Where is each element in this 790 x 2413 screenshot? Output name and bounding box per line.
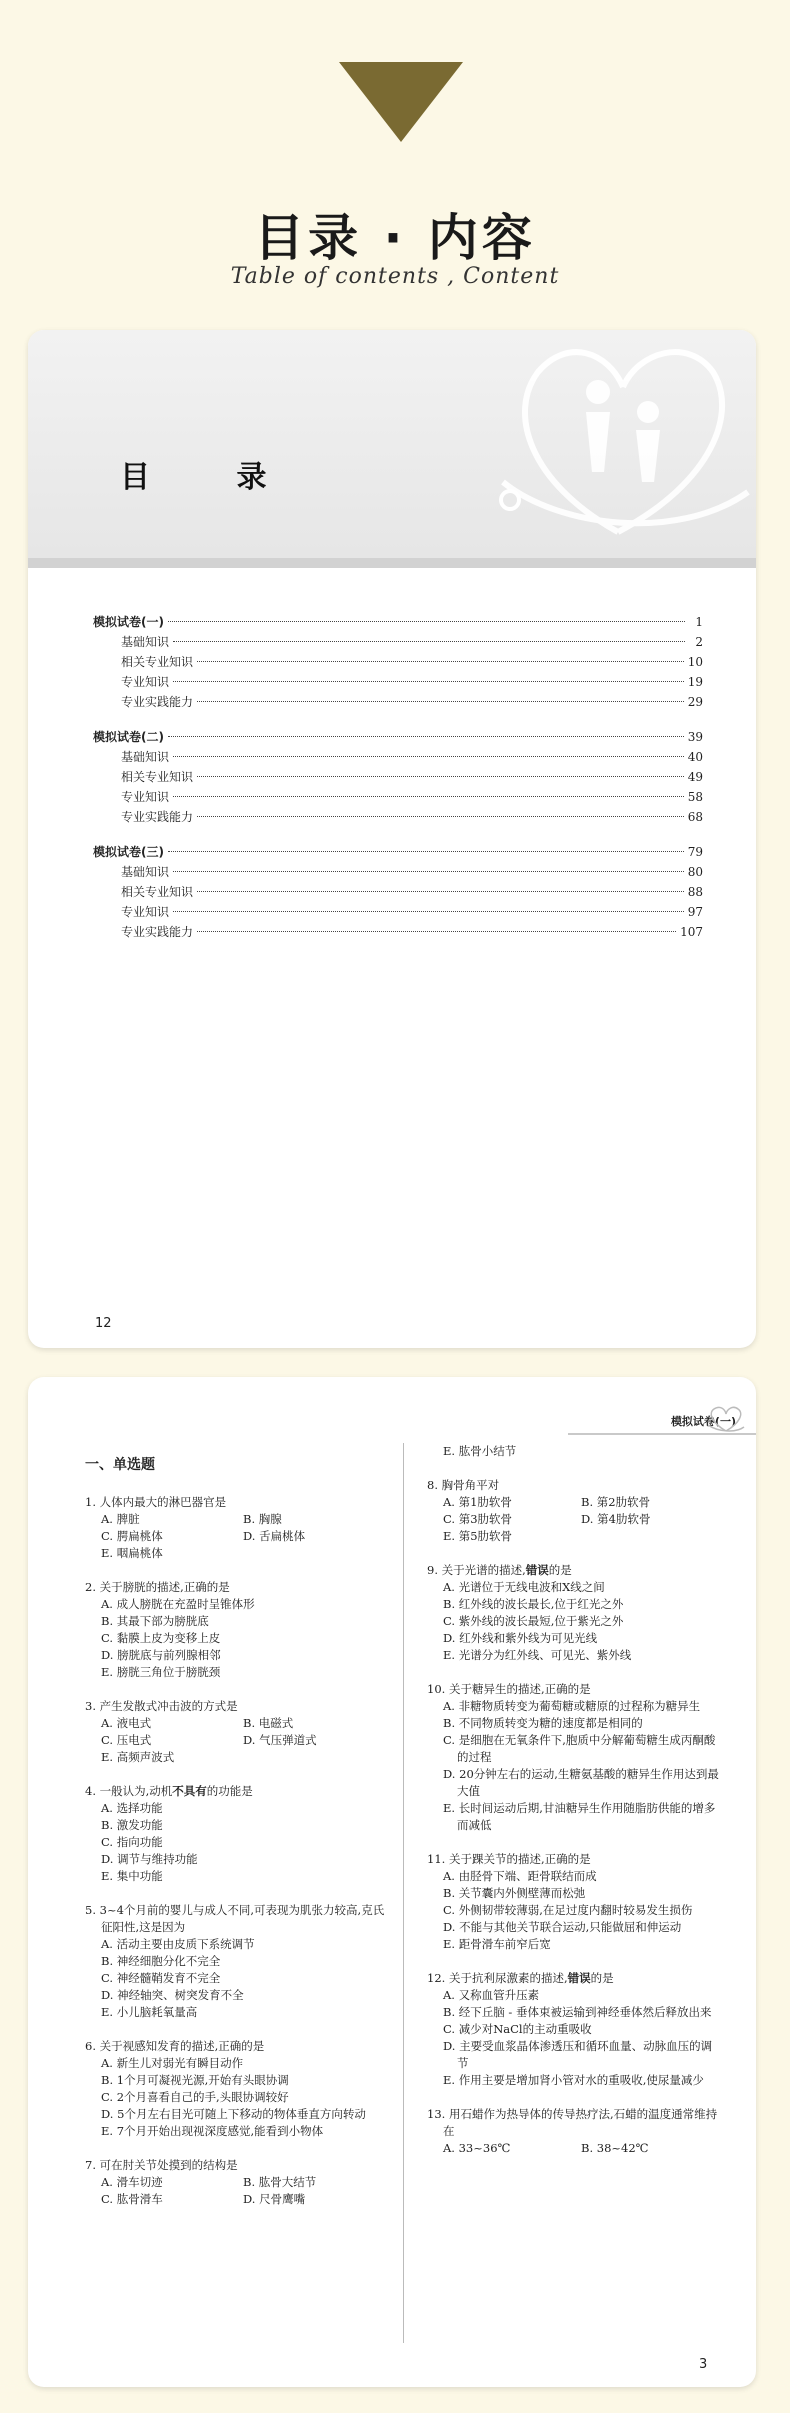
answer-option[interactable]: E. 小儿脑耗氧量高 — [101, 2005, 198, 2019]
toc-entry[interactable] — [93, 842, 703, 862]
answer-option[interactable]: E. 膀胱三角位于膀胱颈 — [101, 1665, 221, 1679]
question-stem: 9. 关于光谱的描述,错误的是 — [427, 1563, 572, 1577]
answer-option[interactable]: B. 电磁式 — [243, 1716, 294, 1730]
answer-option[interactable]: D. 舌扁桃体 — [243, 1529, 306, 1543]
toc-item-label: 相关专业知识 — [121, 770, 194, 784]
toc-entry[interactable] — [93, 922, 703, 942]
answer-option[interactable]: B. 肱骨大结节 — [243, 2175, 317, 2189]
answer-option[interactable]: C. 减少对NaCl的主动重吸收 — [443, 2022, 592, 2036]
toc-entry[interactable] — [93, 747, 703, 767]
exam-page — [28, 1377, 756, 2387]
toc-page-number: 97 — [687, 905, 703, 919]
answer-option[interactable]: B. 经下丘脑 - 垂体束被运输到神经垂体然后释放出来 — [443, 2005, 712, 2019]
page-number: 3 — [699, 2357, 708, 2372]
toc-item-label: 基础知识 — [121, 865, 170, 879]
question-stem: 4. 一般认为,动机不具有的功能是 — [85, 1784, 253, 1798]
toc-section — [93, 842, 703, 942]
medical-logo-icon — [706, 1405, 746, 1433]
answer-option[interactable]: B. 不同物质转变为糖的速度都是相同的 — [443, 1716, 643, 1730]
question-stem: 6. 关于视感知发育的描述,正确的是 — [85, 2039, 265, 2053]
answer-option[interactable]: B. 第2肋软骨 — [581, 1495, 651, 1509]
toc-entry[interactable] — [93, 692, 703, 712]
toc-page-number: 40 — [687, 750, 703, 764]
toc-item-label: 专业实践能力 — [121, 695, 194, 709]
toc-section — [93, 727, 703, 827]
question-item — [85, 1579, 385, 1681]
answer-option[interactable]: B. 1个月可凝视光源,开始有头眼协调 — [101, 2073, 289, 2087]
answer-option[interactable]: B. 关节囊内外侧壁薄而松弛 — [443, 1886, 586, 1900]
toc-page-number: 107 — [680, 925, 703, 939]
toc-item-label: 相关专业知识 — [121, 655, 194, 669]
toc-entry[interactable] — [93, 652, 703, 672]
toc-page-number: 10 — [687, 655, 703, 669]
answer-option[interactable]: B. 红外线的波长最长,位于红光之外 — [443, 1597, 624, 1611]
toc-entry[interactable] — [93, 727, 703, 747]
answer-option[interactable]: E. 长时间运动后期,甘油糖异生作用随脂肪供能的增多而减低 — [443, 1801, 716, 1832]
answer-option[interactable]: A. 活动主要由皮质下系统调节 — [101, 1937, 255, 1951]
answer-option[interactable]: A. 由胫骨下端、距骨联结而成 — [443, 1869, 597, 1883]
toc-list — [93, 612, 703, 957]
answer-option[interactable]: E. 高频声波式 — [101, 1750, 175, 1764]
toc-heading: 目 录 — [120, 460, 305, 495]
question-item — [85, 1698, 385, 1766]
question-stem: 2. 关于膀胱的描述,正确的是 — [85, 1580, 230, 1594]
answer-option[interactable]: E. 作用主要是增加肾小管对水的重吸收,使尿量减少 — [443, 2073, 704, 2087]
answer-option[interactable]: B. 38~42℃ — [581, 2141, 649, 2155]
toc-page-number: 19 — [687, 675, 703, 689]
answer-option[interactable]: A. 选择功能 — [101, 1801, 163, 1815]
answer-option[interactable]: C. 第3肋软骨 — [443, 1512, 513, 1526]
toc-entry[interactable] — [93, 787, 703, 807]
toc-item-label: 专业知识 — [121, 790, 170, 804]
toc-page-number: 68 — [687, 810, 703, 824]
answer-option[interactable]: A. 光谱位于无线电波和X线之间 — [443, 1580, 605, 1594]
column-divider — [403, 1443, 404, 2343]
toc-page-number: 79 — [687, 845, 703, 859]
toc-entry[interactable] — [93, 767, 703, 787]
answer-option[interactable]: E. 肱骨小结节 — [443, 1444, 517, 1458]
toc-page-number: 1 — [695, 615, 703, 629]
answer-option[interactable]: D. 20分钟左右的运动,生糖氨基酸的糖异生作用达到最大值 — [443, 1767, 719, 1798]
answer-option[interactable]: B. 激发功能 — [101, 1818, 163, 1832]
question-continuation — [427, 1443, 719, 1460]
answer-option[interactable]: C. 2个月喜看自己的手,头眼协调较好 — [101, 2090, 289, 2104]
answer-option[interactable]: D. 主要受血浆晶体渗透压和循环血量、动脉血压的调节 — [443, 2039, 713, 2070]
toc-item-label: 基础知识 — [121, 635, 170, 649]
answer-option[interactable]: E. 集中功能 — [101, 1869, 163, 1883]
answer-option[interactable]: C. 外侧韧带较薄弱,在足过度内翻时较易发生损伤 — [443, 1903, 693, 1917]
answer-option[interactable]: B. 其最下部为膀胱底 — [101, 1614, 209, 1628]
answer-option[interactable]: D. 神经轴突、树突发育不全 — [101, 1988, 244, 2002]
answer-option[interactable]: E. 第5肋软骨 — [443, 1529, 513, 1543]
question-item — [85, 1902, 385, 2021]
question-item — [427, 1562, 719, 1664]
answer-option[interactable]: D. 尺骨鹰嘴 — [243, 2192, 306, 2206]
toc-page-number: 80 — [687, 865, 703, 879]
question-item — [85, 2038, 385, 2140]
toc-entry[interactable] — [93, 862, 703, 882]
question-stem: 3. 产生发散式冲击波的方式是 — [85, 1699, 238, 1713]
question-item — [85, 1494, 385, 1562]
answer-option[interactable]: A. 滑车切迹 — [101, 2175, 163, 2189]
toc-entry[interactable] — [93, 632, 703, 652]
answer-option[interactable]: E. 距骨滑车前窄后宽 — [443, 1937, 551, 1951]
answer-option[interactable]: B. 胸腺 — [243, 1512, 282, 1526]
toc-section-title: 模拟试卷(一) — [93, 615, 164, 629]
answer-option[interactable]: A. 非糖物质转变为葡萄糖或糖原的过程称为糖异生 — [443, 1699, 701, 1713]
question-item — [427, 1851, 719, 1953]
answer-option[interactable]: D. 气压弹道式 — [243, 1733, 317, 1747]
page-subtitle: Table of contents , Content — [230, 264, 560, 289]
toc-page — [28, 330, 756, 1348]
answer-option[interactable]: A. 新生儿对弱光有瞬目动作 — [101, 2056, 244, 2070]
question-stem: 11. 关于踝关节的描述,正确的是 — [427, 1852, 591, 1866]
answer-option[interactable]: C. 黏膜上皮为变移上皮 — [101, 1631, 221, 1645]
toc-entry[interactable] — [93, 807, 703, 827]
toc-page-number: 58 — [687, 790, 703, 804]
answer-option[interactable]: C. 是细胞在无氧条件下,胞质中分解葡萄糖生成丙酮酸的过程 — [443, 1733, 716, 1764]
toc-entry[interactable] — [93, 612, 703, 632]
question-item — [427, 1477, 719, 1545]
toc-header-band — [28, 330, 756, 568]
answer-option[interactable]: D. 5个月左右目光可随上下移动的物体垂直方向转动 — [101, 2107, 366, 2121]
left-column — [85, 1443, 385, 2225]
exam-header: 模拟试卷(一) — [670, 1415, 736, 1428]
toc-item-label: 专业实践能力 — [121, 810, 194, 824]
toc-item-label: 专业实践能力 — [121, 925, 194, 939]
answer-option[interactable]: C. 肱骨滑车 — [101, 2192, 163, 2206]
toc-item-label: 基础知识 — [121, 750, 170, 764]
question-item — [427, 1681, 719, 1834]
toc-page-number: 49 — [687, 770, 703, 784]
answer-option[interactable]: A. 又称血管升压素 — [443, 1988, 540, 2002]
section-title: 一、单选题 — [85, 1457, 155, 1473]
question-item — [427, 2106, 719, 2157]
page-title: 目录 · 内容 — [254, 209, 536, 267]
toc-page-number: 39 — [687, 730, 703, 744]
answer-option[interactable]: E. 咽扁桃体 — [101, 1546, 163, 1560]
toc-entry[interactable] — [93, 882, 703, 902]
answer-option[interactable]: C. 腭扁桃体 — [101, 1529, 163, 1543]
right-column — [427, 1443, 719, 2174]
question-item — [85, 2157, 385, 2208]
answer-option[interactable]: D. 红外线和紫外线为可见光线 — [443, 1631, 598, 1645]
question-stem: 13. 用石蜡作为热导体的传导热疗法,石蜡的温度通常维持在 — [427, 2107, 718, 2138]
answer-option[interactable]: A. 成人膀胱在充盈时呈锥体形 — [101, 1597, 255, 1611]
toc-section-title: 模拟试卷(二) — [93, 730, 164, 744]
toc-item-label: 专业知识 — [121, 905, 170, 919]
answer-option[interactable]: A. 第1肋软骨 — [443, 1495, 512, 1509]
page-number: 12 — [95, 1316, 112, 1331]
question-stem: 10. 关于糖异生的描述,正确的是 — [427, 1682, 591, 1696]
question-item — [427, 1970, 719, 2089]
decor-triangle — [339, 62, 463, 142]
answer-option[interactable]: E. 7个月开始出现视深度感觉,能看到小物体 — [101, 2124, 324, 2138]
answer-option[interactable]: C. 指向功能 — [101, 1835, 163, 1849]
toc-page-number: 29 — [687, 695, 703, 709]
medical-logo-icon — [498, 332, 756, 550]
answer-option[interactable]: D. 第4肋软骨 — [581, 1512, 651, 1526]
toc-entry[interactable] — [93, 902, 703, 922]
header-divider — [568, 1433, 756, 1435]
answer-option[interactable]: C. 神经髓鞘发育不完全 — [101, 1971, 221, 1985]
question-stem: 12. 关于抗利尿激素的描述,错误的是 — [427, 1971, 614, 1985]
toc-item-label: 专业知识 — [121, 675, 170, 689]
question-stem: 8. 胸骨角平对 — [427, 1478, 500, 1492]
toc-item-label: 相关专业知识 — [121, 885, 194, 899]
answer-option[interactable]: A. 33~36℃ — [443, 2141, 511, 2155]
answer-option[interactable]: E. 光谱分为红外线、可见光、紫外线 — [443, 1648, 632, 1662]
toc-section-title: 模拟试卷(三) — [93, 845, 164, 859]
answer-option[interactable]: B. 神经细胞分化不完全 — [101, 1954, 221, 1968]
answer-option[interactable]: D. 膀胱底与前列腺相邻 — [101, 1648, 221, 1662]
answer-option[interactable]: A. 脾脏 — [101, 1512, 140, 1526]
toc-section — [93, 612, 703, 712]
answer-option[interactable]: D. 不能与其他关节联合运动,只能做屈和伸运动 — [443, 1920, 682, 1934]
question-stem: 1. 人体内最大的淋巴器官是 — [85, 1495, 227, 1509]
answer-option[interactable]: C. 压电式 — [101, 1733, 152, 1747]
question-stem: 7. 可在肘关节处摸到的结构是 — [85, 2158, 238, 2172]
toc-entry[interactable] — [93, 672, 703, 692]
toc-page-number: 88 — [687, 885, 703, 899]
question-item — [85, 1783, 385, 1885]
toc-page-number: 2 — [695, 635, 703, 649]
answer-option[interactable]: D. 调节与维持功能 — [101, 1852, 198, 1866]
answer-option[interactable]: A. 液电式 — [101, 1716, 152, 1730]
question-stem: 5. 3~4个月前的婴儿与成人不同,可表现为肌张力较高,克氏征阳性,这是因为 — [85, 1903, 385, 1934]
answer-option[interactable]: C. 紫外线的波长最短,位于紫光之外 — [443, 1614, 624, 1628]
